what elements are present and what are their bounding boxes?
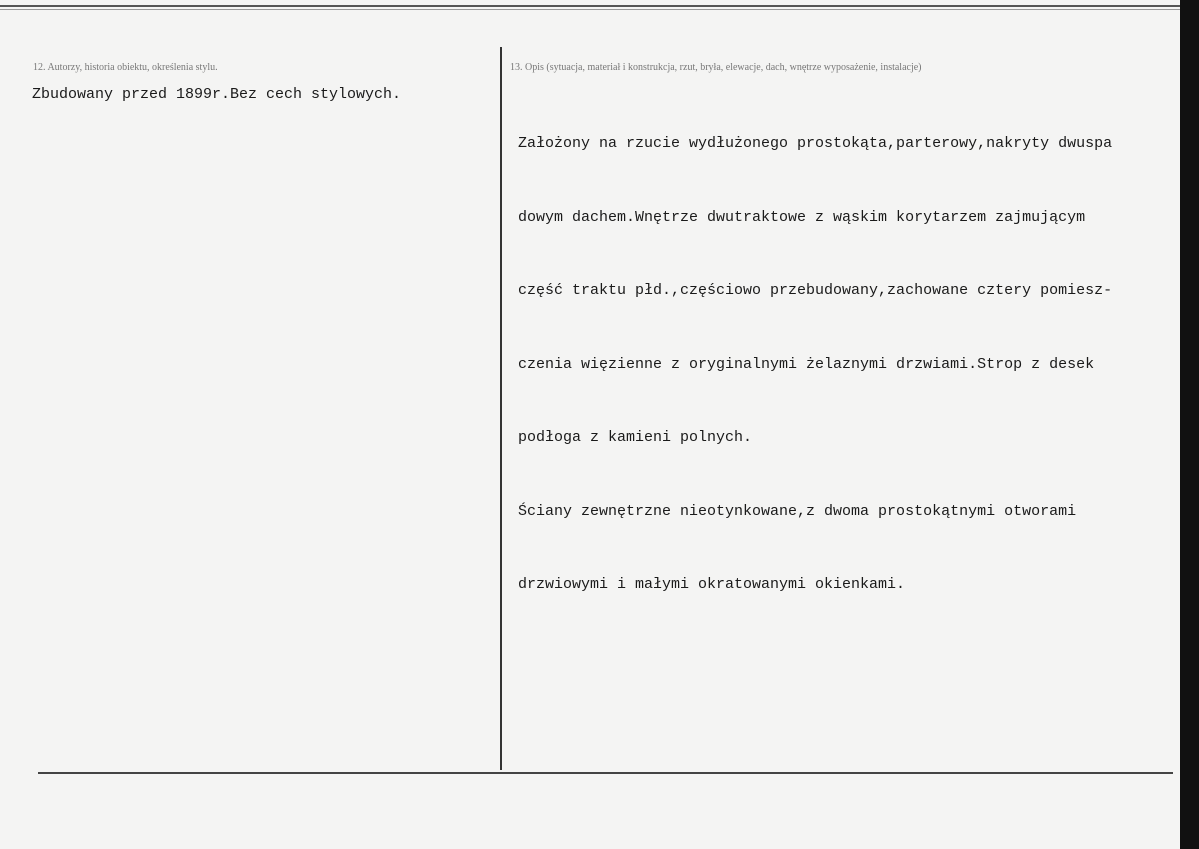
- section-13-line: podłoga z kamieni polnych.: [518, 429, 753, 446]
- section-13-line: drzwiowymi i małymi okratowanymi okienkami.: [518, 576, 906, 593]
- section-13-line: część traktu płd.,częściowo przebudowany,zachowane cztery pomiesz-: [518, 282, 1113, 299]
- section-13-line: Założony na rzucie wydłużonego prostokąta,parterowy,nakryty dwuspa: [518, 135, 1113, 152]
- section-13-line: Ściany zewnętrzne nieotynkowane,z dwoma prostokątnymi otworami: [518, 502, 1077, 520]
- top-border-line: [0, 5, 1180, 7]
- section-13-line: czenia więzienne z oryginalnymi żelaznymi drzwiami.Strop z desek: [518, 355, 1095, 373]
- bottom-rule: [38, 772, 1173, 774]
- top-border-line-secondary: [0, 9, 1180, 10]
- section-13-line: dowym dachem.Wnętrze dwutraktowe z wąskim korytarzem zajmującym: [518, 208, 1086, 226]
- section-13-label: 13. Opis (sytuacja, materiał i konstrukcja, rzut, bryła, elewacje, dach, wnętrze wyposażenie, instalacje): [510, 62, 922, 73]
- column-divider: [500, 47, 502, 770]
- scan-edge: [1180, 0, 1199, 849]
- section-12-label: 12. Autorzy, historia obiektu, określenia stylu.: [33, 62, 218, 73]
- section-13-text: [518, 83, 1178, 647]
- section-12-text: Zbudowany przed 1899r.Bez cech stylowych.: [32, 86, 402, 103]
